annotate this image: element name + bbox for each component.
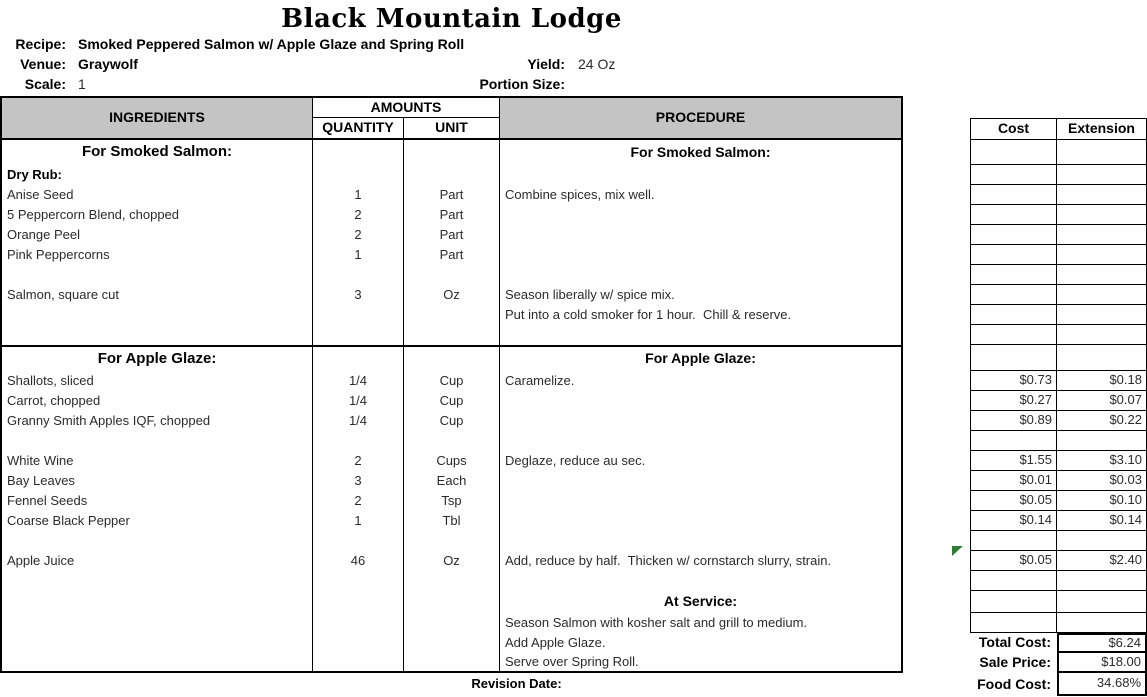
extension-cell[interactable] (1057, 165, 1147, 185)
extension-cell[interactable] (1057, 531, 1147, 551)
unit-cell[interactable]: Cup (404, 411, 500, 431)
gap-cell (903, 205, 970, 225)
quantity-cell[interactable]: 46 (313, 551, 404, 571)
cost-cell[interactable]: $0.05 (970, 551, 1057, 571)
procedure-cell[interactable]: For Smoked Salmon: (500, 140, 903, 165)
cost-cell[interactable] (970, 140, 1057, 165)
total-row-value[interactable]: $6.24 (1057, 633, 1147, 653)
cost-cell[interactable] (970, 345, 1057, 371)
cost-cell[interactable] (970, 431, 1057, 451)
procedure-cell[interactable]: Season Salmon with kosher salt and grill to medium. (500, 613, 903, 633)
extension-cell[interactable] (1057, 225, 1147, 245)
unit-cell[interactable] (404, 431, 500, 451)
quantity-cell[interactable] (313, 431, 404, 451)
venue-value[interactable]: Graywolf (78, 56, 138, 72)
ingredient-cell[interactable] (0, 325, 313, 345)
total-row-label: Sale Price: (979, 654, 1051, 671)
ingredient-cell[interactable] (0, 633, 313, 653)
gap-cell (903, 551, 970, 571)
gap-cell (903, 391, 970, 411)
unit-cell[interactable]: Tbl (404, 511, 500, 531)
quantity-cell[interactable] (313, 613, 404, 633)
unit-cell[interactable] (404, 140, 500, 165)
unit-column-header[interactable]: UNIT (404, 118, 500, 140)
gap-cell (903, 245, 970, 265)
extension-cell[interactable] (1057, 305, 1147, 325)
cost-cell[interactable] (970, 225, 1057, 245)
procedure-cell[interactable]: Combine spices, mix well. (500, 185, 903, 205)
procedure-cell[interactable] (500, 511, 903, 531)
amounts-column-header[interactable]: AMOUNTS (313, 96, 500, 118)
gap-cell (903, 265, 970, 285)
extension-cell[interactable] (1057, 245, 1147, 265)
cost-cell[interactable] (970, 285, 1057, 305)
ingredients-column-header[interactable]: INGREDIENTS (0, 96, 313, 140)
quantity-cell[interactable] (313, 305, 404, 325)
unit-cell[interactable] (404, 531, 500, 551)
cost-cell[interactable] (970, 185, 1057, 205)
unit-cell[interactable]: Cups (404, 451, 500, 471)
procedure-cell[interactable] (500, 325, 903, 345)
ingredient-cell[interactable]: For Apple Glaze: (0, 345, 313, 371)
unit-cell[interactable]: Part (404, 225, 500, 245)
recipe-label: Recipe: (15, 36, 66, 52)
unit-cell[interactable] (404, 305, 500, 325)
quantity-cell[interactable] (313, 653, 404, 673)
unit-cell[interactable]: Part (404, 185, 500, 205)
ingredient-cell[interactable]: Shallots, sliced (0, 371, 313, 391)
unit-cell[interactable] (404, 633, 500, 653)
cost-cell[interactable]: $0.89 (970, 411, 1057, 431)
gap-cell (903, 285, 970, 305)
extension-cell[interactable] (1057, 205, 1147, 225)
gap-cell (903, 613, 970, 633)
ingredient-cell[interactable]: 5 Peppercorn Blend, chopped (0, 205, 313, 225)
extension-cell[interactable] (1057, 325, 1147, 345)
cost-cell[interactable] (970, 265, 1057, 285)
procedure-cell[interactable]: Serve over Spring Roll. (500, 653, 903, 673)
procedure-cell[interactable] (500, 165, 903, 185)
extension-cell[interactable]: $0.14 (1057, 511, 1147, 531)
quantity-cell[interactable]: 1/4 (313, 371, 404, 391)
extension-cell[interactable]: $2.40 (1057, 551, 1147, 571)
quantity-cell[interactable] (313, 165, 404, 185)
ingredient-cell[interactable]: Bay Leaves (0, 471, 313, 491)
yield-label: Yield: (527, 56, 565, 72)
yield-value[interactable]: 24 Oz (578, 56, 616, 72)
ingredient-cell[interactable] (0, 653, 313, 673)
sheet-header (0, 0, 903, 96)
extension-cell[interactable] (1057, 265, 1147, 285)
gap-cell (903, 140, 970, 165)
quantity-cell[interactable]: 1 (313, 185, 404, 205)
procedure-cell[interactable] (500, 245, 903, 265)
extension-cell[interactable] (1057, 345, 1147, 371)
procedure-cell[interactable] (500, 391, 903, 411)
revision-date-label: Revision Date: (471, 676, 562, 692)
ingredient-cell[interactable]: For Smoked Salmon: (0, 140, 313, 165)
quantity-cell[interactable] (313, 633, 404, 653)
cost-cell[interactable]: $0.27 (970, 391, 1057, 411)
quantity-cell[interactable] (313, 571, 404, 591)
ingredient-cell[interactable]: Apple Juice (0, 551, 313, 571)
gap-cell (903, 511, 970, 531)
procedure-cell[interactable]: Season liberally w/ spice mix. (500, 285, 903, 305)
gap-cell (903, 491, 970, 511)
unit-cell[interactable]: Cup (404, 371, 500, 391)
gap-cell (903, 185, 970, 205)
procedure-cell[interactable]: Add, reduce by half. Thicken w/ cornstarch slurry, strain. (500, 551, 903, 571)
unit-cell[interactable] (404, 345, 500, 371)
ingredient-cell[interactable]: Orange Peel (0, 225, 313, 245)
extension-cell[interactable] (1057, 591, 1147, 613)
extension-cell[interactable] (1057, 140, 1147, 165)
extension-cell[interactable]: $3.10 (1057, 451, 1147, 471)
quantity-cell[interactable]: 1/4 (313, 391, 404, 411)
unit-cell[interactable]: Part (404, 205, 500, 225)
gap-cell (903, 165, 970, 185)
cost-cell[interactable] (970, 325, 1057, 345)
extension-column-header[interactable]: Extension (1057, 118, 1147, 140)
cost-cell[interactable] (970, 305, 1057, 325)
ingredient-cell[interactable] (0, 431, 313, 451)
quantity-cell[interactable]: 3 (313, 285, 404, 305)
gap-cell (903, 345, 970, 371)
gap-cell (903, 431, 970, 451)
quantity-cell[interactable]: 1 (313, 511, 404, 531)
page-title: Black Mountain Lodge (281, 4, 622, 34)
extension-cell[interactable]: $0.18 (1057, 371, 1147, 391)
cost-cell[interactable] (970, 591, 1057, 613)
cost-column-header[interactable]: Cost (970, 118, 1057, 140)
cost-cell[interactable]: $0.73 (970, 371, 1057, 391)
extension-cell[interactable]: $0.03 (1057, 471, 1147, 491)
ingredient-cell[interactable] (0, 305, 313, 325)
procedure-cell[interactable] (500, 491, 903, 511)
procedure-cell[interactable] (500, 471, 903, 491)
ingredient-cell[interactable] (0, 265, 313, 285)
quantity-column-header[interactable]: QUANTITY (313, 118, 404, 140)
extension-cell[interactable] (1057, 431, 1147, 451)
gap-cell (903, 225, 970, 245)
procedure-cell[interactable]: Deglaze, reduce au sec. (500, 451, 903, 471)
total-row-value[interactable]: $18.00 (1057, 653, 1147, 673)
quantity-cell[interactable] (313, 325, 404, 345)
quantity-cell[interactable] (313, 591, 404, 613)
procedure-cell[interactable]: Caramelize. (500, 371, 903, 391)
quantity-cell[interactable] (313, 140, 404, 165)
gap-cell (903, 305, 970, 325)
ingredient-cell[interactable]: Anise Seed (0, 185, 313, 205)
quantity-cell[interactable]: 3 (313, 471, 404, 491)
gap-cell (903, 411, 970, 431)
quantity-cell[interactable]: 2 (313, 451, 404, 471)
total-row-label: Total Cost: (978, 634, 1051, 651)
unit-cell[interactable]: Tsp (404, 491, 500, 511)
cost-cell[interactable]: $1.55 (970, 451, 1057, 471)
unit-cell[interactable] (404, 325, 500, 345)
ingredient-cell[interactable] (0, 531, 313, 551)
cost-cell[interactable]: $0.14 (970, 511, 1057, 531)
unit-cell[interactable] (404, 653, 500, 673)
gap-cell (903, 451, 970, 471)
gap-cell (903, 325, 970, 345)
extension-cell[interactable] (1057, 613, 1147, 633)
quantity-cell[interactable]: 2 (313, 205, 404, 225)
procedure-cell[interactable] (500, 531, 903, 551)
ingredient-cell[interactable]: Carrot, chopped (0, 391, 313, 411)
ingredient-cell[interactable] (0, 591, 313, 613)
procedure-cell[interactable]: For Apple Glaze: (500, 345, 903, 371)
procedure-cell[interactable] (500, 571, 903, 591)
cost-cell[interactable] (970, 245, 1057, 265)
cost-cell[interactable] (970, 205, 1057, 225)
extension-cell[interactable]: $0.22 (1057, 411, 1147, 431)
quantity-cell[interactable] (313, 265, 404, 285)
cost-cell[interactable] (970, 531, 1057, 551)
scale-row (0, 76, 903, 96)
extension-cell[interactable] (1057, 185, 1147, 205)
unit-cell[interactable] (404, 165, 500, 185)
procedure-cell[interactable] (500, 411, 903, 431)
procedure-cell[interactable]: Add Apple Glaze. (500, 633, 903, 653)
procedure-column-header[interactable]: PROCEDURE (500, 96, 903, 140)
unit-cell[interactable]: Cup (404, 391, 500, 411)
unit-cell[interactable]: Oz (404, 285, 500, 305)
cost-cell[interactable]: $0.05 (970, 491, 1057, 511)
ingredient-cell[interactable]: Dry Rub: (0, 165, 313, 185)
procedure-cell[interactable] (500, 225, 903, 245)
unit-cell[interactable] (404, 591, 500, 613)
gap-cell (903, 591, 970, 613)
procedure-cell[interactable] (500, 205, 903, 225)
venue-label: Venue: (20, 56, 66, 72)
quantity-cell[interactable]: 2 (313, 491, 404, 511)
recipe-table (0, 96, 1147, 696)
scale-value[interactable]: 1 (78, 76, 86, 92)
extension-cell[interactable]: $0.07 (1057, 391, 1147, 411)
ingredient-cell[interactable]: Coarse Black Pepper (0, 511, 313, 531)
ingredient-cell[interactable] (0, 613, 313, 633)
extension-cell[interactable]: $0.10 (1057, 491, 1147, 511)
ingredient-cell[interactable]: Granny Smith Apples IQF, chopped (0, 411, 313, 431)
unit-cell[interactable] (404, 571, 500, 591)
gap-cell (903, 471, 970, 491)
extension-cell[interactable] (1057, 285, 1147, 305)
procedure-cell[interactable]: At Service: (500, 591, 903, 613)
procedure-cell[interactable] (500, 265, 903, 285)
unit-cell[interactable]: Part (404, 245, 500, 265)
portion-size-label: Portion Size: (479, 76, 565, 92)
recipe-row (0, 36, 903, 56)
cost-cell[interactable]: $0.01 (970, 471, 1057, 491)
scale-label: Scale: (24, 76, 66, 92)
gap-cell (903, 571, 970, 591)
ingredient-cell[interactable]: Fennel Seeds (0, 491, 313, 511)
procedure-cell[interactable] (500, 431, 903, 451)
cost-cell[interactable] (970, 613, 1057, 633)
cost-cell[interactable] (970, 571, 1057, 591)
food-cost-label: Food Cost: (977, 675, 1051, 692)
ingredient-cell[interactable]: White Wine (0, 451, 313, 471)
gap-cell (903, 371, 970, 391)
venue-row (0, 56, 903, 76)
ingredient-cell[interactable]: Salmon, square cut (0, 285, 313, 305)
unit-cell[interactable]: Each (404, 471, 500, 491)
extension-cell[interactable] (1057, 571, 1147, 591)
procedure-cell[interactable]: Put into a cold smoker for 1 hour. Chill & reserve. (500, 305, 903, 325)
quantity-cell[interactable]: 2 (313, 225, 404, 245)
recipe-value[interactable]: Smoked Peppered Salmon w/ Apple Glaze and Spring Roll (78, 36, 465, 52)
unit-cell[interactable]: Oz (404, 551, 500, 571)
ingredient-cell[interactable]: Pink Peppercorns (0, 245, 313, 265)
food-cost-value[interactable]: 34.68% (1057, 673, 1147, 696)
quantity-cell[interactable] (313, 345, 404, 371)
cost-cell[interactable] (970, 165, 1057, 185)
unit-cell[interactable] (404, 265, 500, 285)
quantity-cell[interactable]: 1 (313, 245, 404, 265)
ingredient-cell[interactable] (0, 571, 313, 591)
green-corner-indicator-icon (952, 546, 963, 556)
unit-cell[interactable] (404, 613, 500, 633)
quantity-cell[interactable]: 1/4 (313, 411, 404, 431)
quantity-cell[interactable] (313, 531, 404, 551)
